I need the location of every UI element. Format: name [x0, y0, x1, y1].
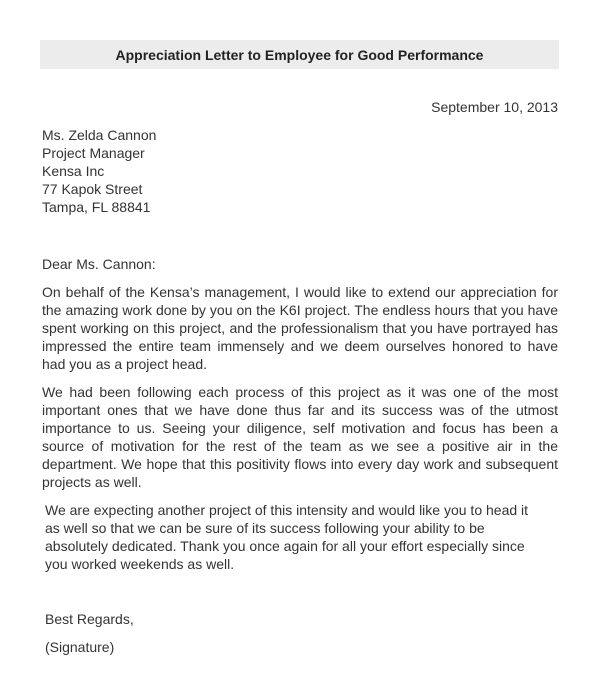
recipient-company: Kensa Inc	[42, 163, 105, 179]
body-paragraph-1: On behalf of the Kensa’s management, I would like to extend our appreciation for the amazing work done by you on the K6I project. The endless hours that you have spent working on this project, and the professionalism that you have portrayed has impressed the entire team immensely and we deem ourselves honored to have had you as a project head.	[42, 284, 558, 372]
letter-date: September 10, 2013	[431, 99, 558, 115]
recipient-address-block	[42, 126, 156, 216]
body-paragraph-2: We had been following each process of this project as it was one of the most important ones that we have done thus far and its success was of the utmost importance to us. Seeing your diligence, self motivation and focus has been a source of motivation for the rest of the team as we see a positive air in the department. We hope that this positivity flows into every day work and subsequent projects as well.	[42, 384, 558, 490]
salutation: Dear Ms. Cannon:	[42, 256, 156, 272]
closing: Best Regards,	[45, 611, 134, 627]
recipient-position: Project Manager	[42, 145, 145, 161]
signature: (Signature)	[45, 639, 115, 655]
recipient-street: 77 Kapok Street	[42, 181, 143, 197]
recipient-city: Tampa, FL 88841	[42, 199, 151, 215]
body-paragraph-3: We are expecting another project of this intensity and would like you to head it as well so that we can be sure of its success following your ability to be absolutely dedicated. Thank you once again for all your effort especially since you worked weekends as well.	[45, 502, 529, 572]
recipient-name: Ms. Zelda Cannon	[42, 127, 157, 143]
letter-title: Appreciation Letter to Employee for Good Performance	[40, 40, 559, 69]
